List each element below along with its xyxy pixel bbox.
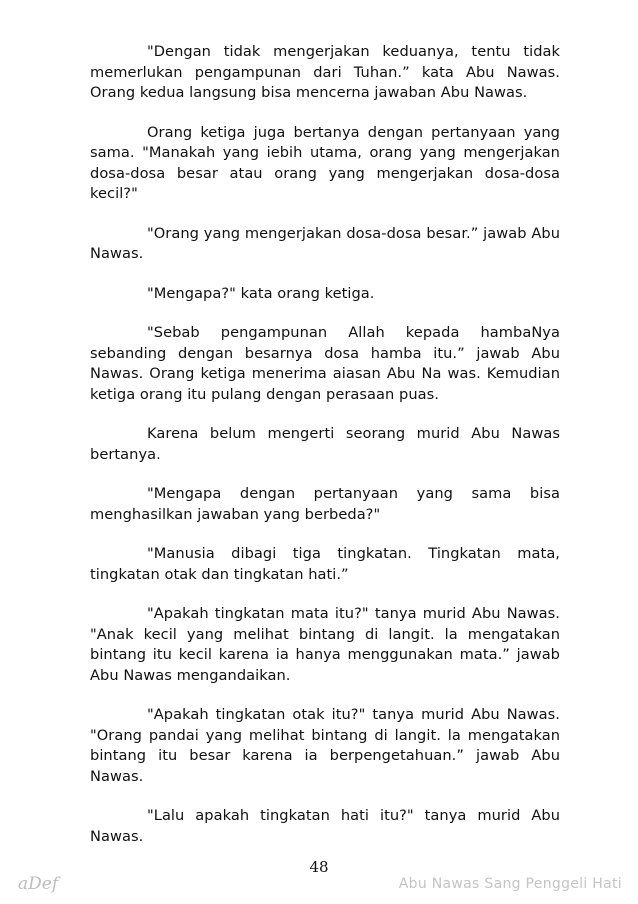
paragraph-8: "Manusia dibagi tiga tingkatan. Tingkatan mata, tingkatan otak dan tingkatan hati.” (90, 545, 560, 583)
footer-book-title: Abu Nawas Sang Penggeli Hati (398, 876, 622, 892)
paragraph-5: "Sebab pengampunan Allah kepada hambaNya sebanding dengan besarnya dosa hamba itu.” jawab Abu Nawas. Orang ketiga menerima aiasan Abu Na was. Kemudian ketiga orang itu pulang dengan perasaan puas. (90, 324, 560, 403)
paragraph-11: "Lalu apakah tingkatan hati itu?" tanya murid Abu Nawas. (90, 807, 560, 845)
paragraph-1: "Dengan tidak mengerjakan keduanya, tentu tidak memerlukan pengampunan dari Tuhan.” kata Abu Nawas. Orang kedua langsung bisa mencerna jawaban Abu Nawas. (90, 43, 560, 101)
footer-mark: aDef (18, 874, 59, 894)
body-text (90, 42, 560, 866)
paragraph-3: "Orang yang mengerjakan dosa-dosa besar.” jawab Abu Nawas. (90, 224, 560, 262)
paragraph-2: Orang ketiga juga bertanya dengan pertanyaan yang sama. "Manakah yang iebih utama, orang yang mengerjakan dosa-dosa besar atau orang yang mengerjakan dosa-dosa kecil?" (90, 123, 560, 202)
paragraph-10: "Apakah tingkatan otak itu?" tanya murid Abu Nawas. "Orang pandai yang melihat bintang di langit. la mengatakan bintang itu besar karena ia berpengetahuan.” jawab Abu Nawas. (90, 706, 560, 785)
paragraph-9: "Apakah tingkatan mata itu?" tanya murid Abu Nawas. "Anak kecil yang melihat bintang di langit. la mengatakan bintang itu kecil karena ia hanya menggunakan mata.” jawab Abu Nawas mengandaikan. (90, 605, 560, 684)
paragraph-4: "Mengapa?" kata orang ketiga. (147, 284, 375, 302)
paragraph-7: "Mengapa dengan pertanyaan yang sama bisa menghasilkan jawaban yang berbeda?" (90, 485, 560, 523)
paragraph-6: Karena belum mengerti seorang murid Abu Nawas bertanya. (90, 425, 560, 463)
page-number: 48 (309, 858, 329, 876)
